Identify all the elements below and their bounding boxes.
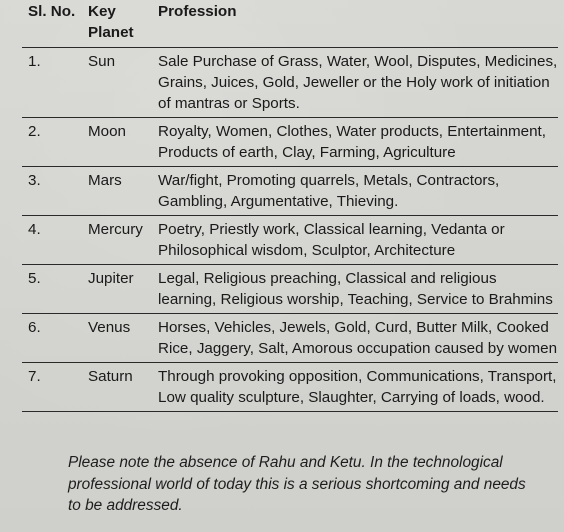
table-row: [22, 265, 558, 314]
row-number: 7.: [28, 368, 41, 385]
row-planet: Mars: [88, 172, 122, 189]
row-planet: Jupiter: [88, 270, 134, 287]
row-planet: Saturn: [88, 368, 133, 385]
row-number: 4.: [28, 221, 41, 238]
row-profession: Through provoking opposition, Communications, Transport, Low quality sculpture, Slaughter, Carrying of loads, wood.: [158, 368, 557, 406]
row-profession: Poetry, Priestly work, Classical learning, Vedanta or Philosophical wisdom, Sculptor, Architecture: [158, 221, 505, 259]
table-row: [22, 216, 558, 265]
header-profession: Profession: [158, 3, 237, 20]
row-number: 5.: [28, 270, 41, 287]
row-number: 2.: [28, 123, 41, 140]
row-planet: Mercury: [88, 221, 143, 238]
row-number: 1.: [28, 53, 41, 70]
footnote-note: Please note the absence of Rahu and Ketu. In the technological professional world of today this is a serious shortcoming and needs to be addressed.: [68, 454, 526, 514]
row-profession: War/fight, Promoting quarrels, Metals, Contractors, Gambling, Argumentative, Thieving.: [158, 172, 500, 210]
header-key-planet: Key Planet: [88, 3, 134, 41]
row-number: 6.: [28, 319, 41, 336]
table-row: [22, 314, 558, 363]
table-row: [22, 48, 558, 118]
table-row: [22, 118, 558, 167]
row-profession: Royalty, Women, Clothes, Water products, Entertainment, Products of earth, Clay, Farming, Agriculture: [158, 123, 546, 161]
row-profession: Sale Purchase of Grass, Water, Wool, Disputes, Medicines, Grains, Juices, Gold, Jeweller or the Holy work of initiation of mantras or Sports.: [158, 53, 558, 112]
row-number: 3.: [28, 172, 41, 189]
table-row: [22, 363, 558, 412]
row-planet: Moon: [88, 123, 126, 140]
row-profession: Legal, Religious preaching, Classical and religious learning, Religious worship, Teaching, Service to Brahmins: [158, 270, 553, 308]
row-planet: Sun: [88, 53, 116, 70]
profession-table: [22, 0, 558, 412]
table-header-row: [22, 0, 558, 48]
row-planet: Venus: [88, 319, 131, 336]
header-sl-no: Sl. No.: [28, 3, 76, 20]
row-profession: Horses, Vehicles, Jewels, Gold, Curd, Butter Milk, Cooked Rice, Jaggery, Salt, Amorous occupation caused by women: [158, 319, 558, 357]
table-row: [22, 167, 558, 216]
